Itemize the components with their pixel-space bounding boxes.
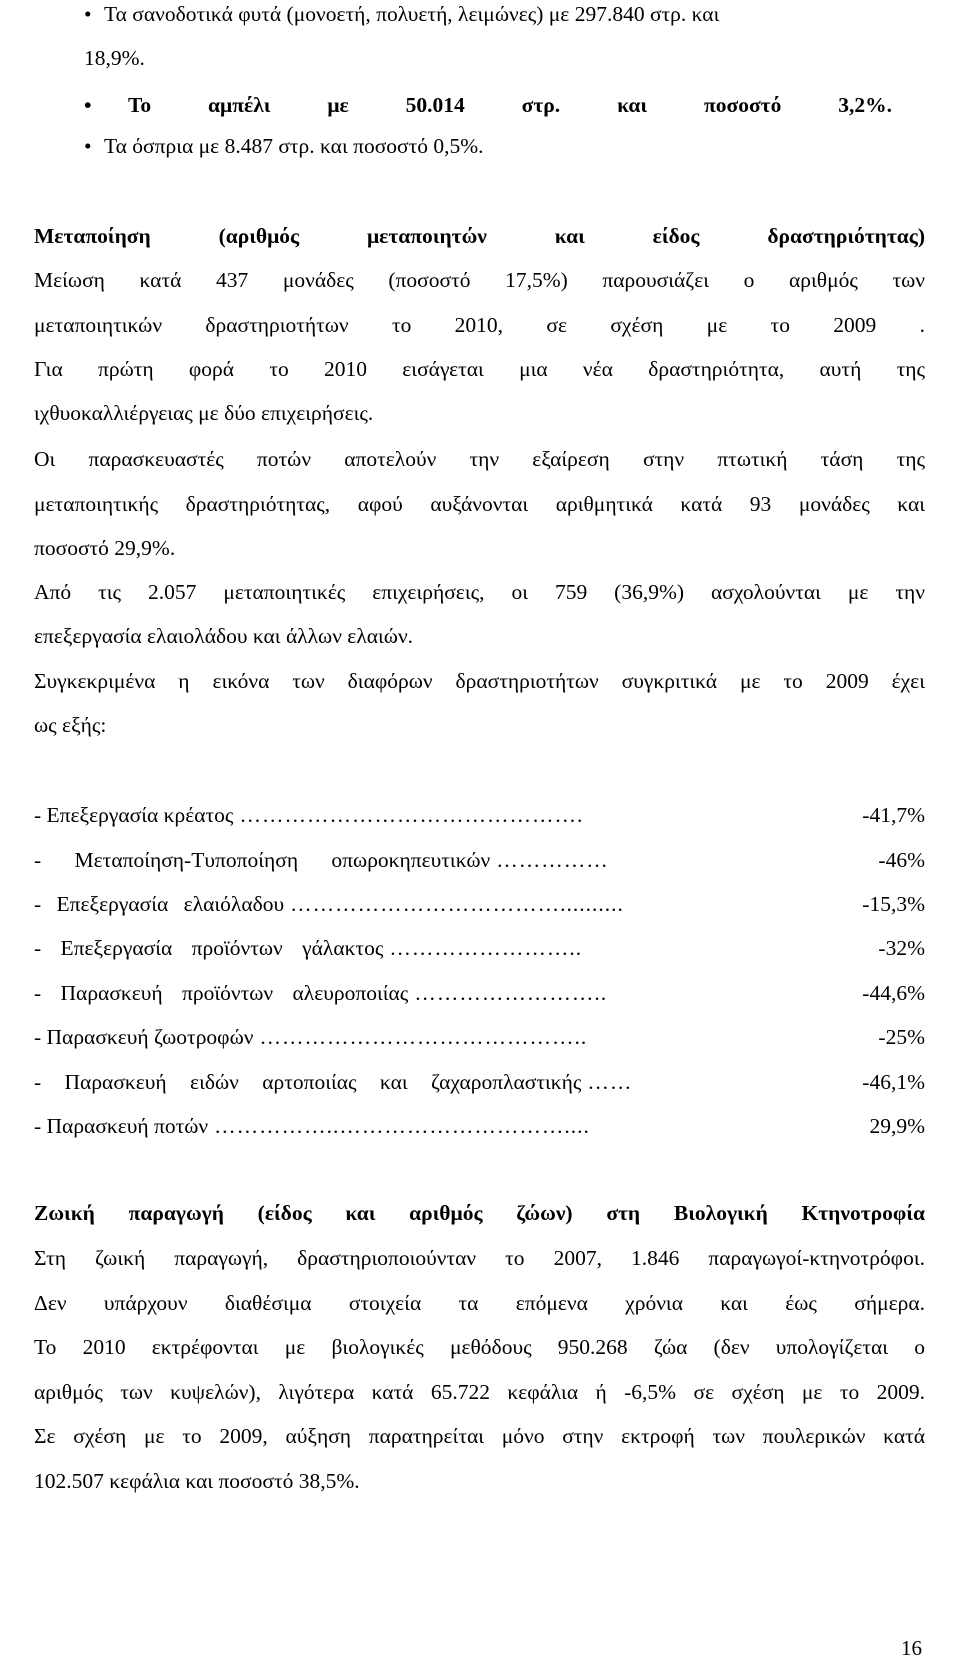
paragraph-line: Δεν υπάρχουν διαθέσιμα στοιχεία τα επόμενα χρόνια και έως σήμερα. — [34, 1291, 925, 1315]
bullet-item — [84, 2, 719, 27]
leader-dots: …… — [587, 1072, 633, 1094]
leader-dots: …………………….. — [414, 983, 608, 1005]
list-item — [34, 1072, 925, 1094]
bullet-icon: • — [84, 2, 92, 26]
paragraph-line: ποσοστό 29,9%. — [34, 536, 176, 560]
activity-label: - Μεταποίηση-Τυποποίηση οπωροκηπευτικών — [34, 848, 491, 872]
leader-dots: …………… — [496, 850, 609, 872]
bullet-item — [84, 93, 892, 118]
bullet-item — [84, 134, 484, 159]
bullet-icon: • — [84, 93, 92, 117]
activity-label: - Παρασκευή ειδών αρτοποιίας και ζαχαροπλαστικής — [34, 1070, 582, 1094]
paragraph-line: Από τις 2.057 μεταποιητικές επιχειρήσεις, οι 759 (36,9%) ασχολούνται με την — [34, 580, 925, 604]
activity-value: -25% — [878, 1025, 925, 1049]
paragraph-line: ως εξής: — [34, 713, 107, 737]
activity-label: - Παρασκευή ζωοτροφών — [34, 1025, 254, 1049]
list-item — [34, 1027, 925, 1049]
paragraph-line: Συγκεκριμένα η εικόνα των διαφόρων δραστηριοτήτων συγκριτικά με το 2009 έχει — [34, 669, 925, 693]
paragraph-line: αριθμός των κυψελών), λιγότερα κατά 65.722 κεφάλια ή -6,5% σε σχέση με το 2009. — [34, 1380, 925, 1404]
paragraph-line: Στη ζωική παραγωγή, δραστηριοποιούνταν το 2007, 1.846 παραγωγοί-κτηνοτρόφοι. — [34, 1246, 925, 1270]
activity-value: -41,7% — [862, 803, 925, 827]
leader-dots: ………………………………………. — [239, 805, 584, 827]
activity-value: 29,9% — [869, 1114, 925, 1138]
bullet-continuation — [84, 46, 145, 71]
activity-value: -15,3% — [862, 892, 925, 916]
activity-label: - Παρασκευή ποτών — [34, 1114, 209, 1138]
leader-dots: …………………….. — [389, 938, 583, 960]
list-item — [34, 805, 925, 827]
paragraph-line: Οι παρασκευαστές ποτών αποτελούν την εξαίρεση στην πτωτική τάση της — [34, 447, 925, 471]
bullet-text: 18,9%. — [84, 46, 145, 70]
paragraph-line: επεξεργασία ελαιολάδου και άλλων ελαιών. — [34, 624, 414, 648]
paragraph-line: μεταποιητικών δραστηριοτήτων το 2010, σε σχέση με το 2009 . — [34, 313, 925, 337]
page-number: 16 — [901, 1636, 922, 1660]
list-item — [34, 1116, 925, 1138]
paragraph-line: 102.507 κεφάλια και ποσοστό 38,5%. — [34, 1469, 360, 1493]
list-item — [34, 983, 925, 1005]
activity-label: - Επεξεργασία ελαιόλαδου — [34, 892, 285, 916]
paragraph-line: μεταποιητικής δραστηριότητας, αφού αυξάνονται αριθμητικά κατά 93 μονάδες και — [34, 492, 925, 516]
activity-label: - Παρασκευή προϊόντων αλευροποιίας — [34, 981, 409, 1005]
activity-value: -46,1% — [862, 1070, 925, 1094]
leader-dots: …………………………………….. — [259, 1027, 588, 1049]
bullet-text: Το αμπέλι με 50.014 στρ. και ποσοστό 3,2%. — [128, 93, 892, 117]
paragraph-line: Το 2010 εκτρέφονται με βιολογικές μεθόδους 950.268 ζώα (δεν υπολογίζεται ο — [34, 1335, 925, 1359]
list-item — [34, 850, 925, 872]
list-item — [34, 938, 925, 960]
activity-label: - Επεξεργασία κρέατος — [34, 803, 234, 827]
activity-value: -46% — [878, 848, 925, 872]
paragraph-line: Για πρώτη φορά το 2010 εισάγεται μια νέα δραστηριότητα, αυτή της — [34, 357, 925, 381]
bullet-text: Τα όσπρια με 8.487 στρ. και ποσοστό 0,5%. — [104, 134, 484, 158]
bullet-icon: • — [84, 134, 92, 158]
leader-dots: ……………………………….......... — [290, 894, 624, 916]
paragraph-line: Μείωση κατά 437 μονάδες (ποσοστό 17,5%) παρουσιάζει ο αριθμός των — [34, 268, 925, 292]
section-heading: Μεταποίηση (αριθμός μεταποιητών και είδος δραστηριότητας) — [34, 224, 925, 248]
paragraph-line: Σε σχέση με το 2009, αύξηση παρατηρείται μόνο στην εκτροφή των πουλερικών κατά — [34, 1424, 925, 1448]
activity-value: -32% — [878, 936, 925, 960]
section-heading: Ζωική παραγωγή (είδος και αριθμός ζώων) στη Βιολογική Κτηνοτροφία — [34, 1201, 925, 1225]
activity-value: -44,6% — [862, 981, 925, 1005]
leader-dots: ……………..………………………….... — [214, 1116, 590, 1138]
activity-label: - Επεξεργασία προϊόντων γάλακτος — [34, 936, 384, 960]
list-item — [34, 894, 925, 916]
bullet-text: Τα σανοδοτικά φυτά (μονοετή, πολυετή, λειμώνες) με 297.840 στρ. και — [104, 2, 720, 26]
paragraph-line: ιχθυοκαλλιέργειας με δύο επιχειρήσεις. — [34, 401, 374, 425]
